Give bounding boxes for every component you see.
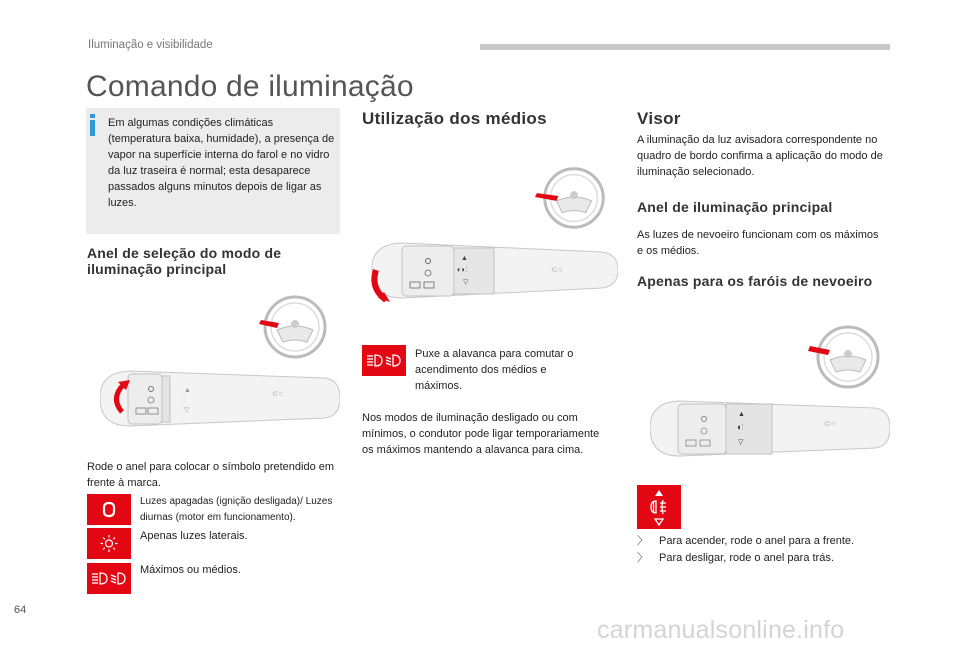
page-title: Comando de iluminação (86, 70, 414, 103)
lighting-stalk-illustration-2 (362, 240, 618, 306)
lighting-stalk-illustration (100, 368, 340, 430)
svg-text:▽: ▽ (738, 439, 744, 446)
svg-text:⊂○: ⊂○ (824, 419, 836, 428)
svg-text:⫶: ⫶ (183, 395, 185, 404)
svg-text:⊂○: ⊂○ (272, 389, 284, 398)
col1-instruction: Rode o anel para colocar o símbolo pretendido em frente à marca. (87, 461, 335, 489)
watermark: carmanualsonline.info (597, 616, 845, 644)
col1-item-0-text: Luzes apagadas (ignição desligada)/ Luzes diurnas (motor em funcionamento). (140, 496, 333, 523)
bullet-marker-0: 〉 (637, 535, 648, 547)
lights-off-icon (87, 494, 131, 525)
section-label: Iluminação e visibilidade (88, 39, 213, 51)
svg-text:◖◗⫶: ◖◗⫶ (456, 265, 468, 274)
col3-bullet-1: Para desligar, rode o anel para trás. (659, 552, 834, 564)
svg-text:⊂○: ⊂○ (551, 265, 563, 274)
main-dipped-beam-icon-2 (362, 345, 406, 376)
col2-heading: Utilização dos médios (362, 109, 547, 128)
header-bar (480, 44, 890, 50)
col3-sub2-heading: Apenas para os faróis de nevoeiro (637, 273, 873, 289)
lighting-stalk-illustration-3 (650, 398, 890, 462)
bullet-marker-1: 〉 (637, 552, 648, 564)
info-text: Em algumas condições climáticas (temperatura baixa, humidade), a presença de vapor na superfície interna do farol e no vidro da luz traseira é normal; esta desaparece passados alguns minutos depois de ligar as luzes. (108, 117, 335, 209)
col1-heading: Anel de seleção do modo de iluminação principal (87, 245, 282, 277)
col2-item-text: Puxe a alavanca para comutar o acendimento dos médios e máximos. (415, 348, 574, 392)
steering-wheel-illustration-3 (808, 322, 888, 392)
side-lights-icon (87, 528, 131, 559)
col1-item-2-text: Máximos ou médios. (140, 564, 241, 576)
svg-text:▽: ▽ (184, 407, 190, 414)
col1-item-1-text: Apenas luzes laterais. (140, 530, 248, 542)
svg-text:◖⫶: ◖⫶ (736, 422, 744, 432)
col2-paragraph: Nos modos de iluminação desligado ou com mínimos, o condutor pode ligar temporariamente os máximos mantendo a alavanca para cima. (362, 412, 600, 456)
svg-text:▲: ▲ (738, 411, 745, 418)
col3-sub1-heading: Anel de iluminação principal (637, 199, 833, 215)
svg-text:▲: ▲ (184, 387, 191, 394)
page-number: 64 (14, 604, 27, 616)
fog-light-icon (637, 485, 681, 529)
col3-bullet-0: Para acender, rode o anel para a frente. (659, 535, 855, 547)
col3-sub1-text: As luzes de nevoeiro funcionam com os máximos e os médios. (637, 229, 879, 257)
col3-intro: A iluminação da luz avisadora correspondente no quadro de bordo confirma a aplicação do modo de iluminação selecionado. (637, 134, 883, 178)
main-dipped-beam-icon (87, 563, 131, 594)
svg-text:▽: ▽ (463, 279, 469, 286)
steering-wheel-illustration (255, 292, 335, 362)
steering-wheel-illustration-2 (535, 163, 613, 233)
info-icon (90, 114, 95, 136)
col3-heading: Visor (637, 109, 681, 128)
svg-text:▲: ▲ (461, 255, 468, 262)
